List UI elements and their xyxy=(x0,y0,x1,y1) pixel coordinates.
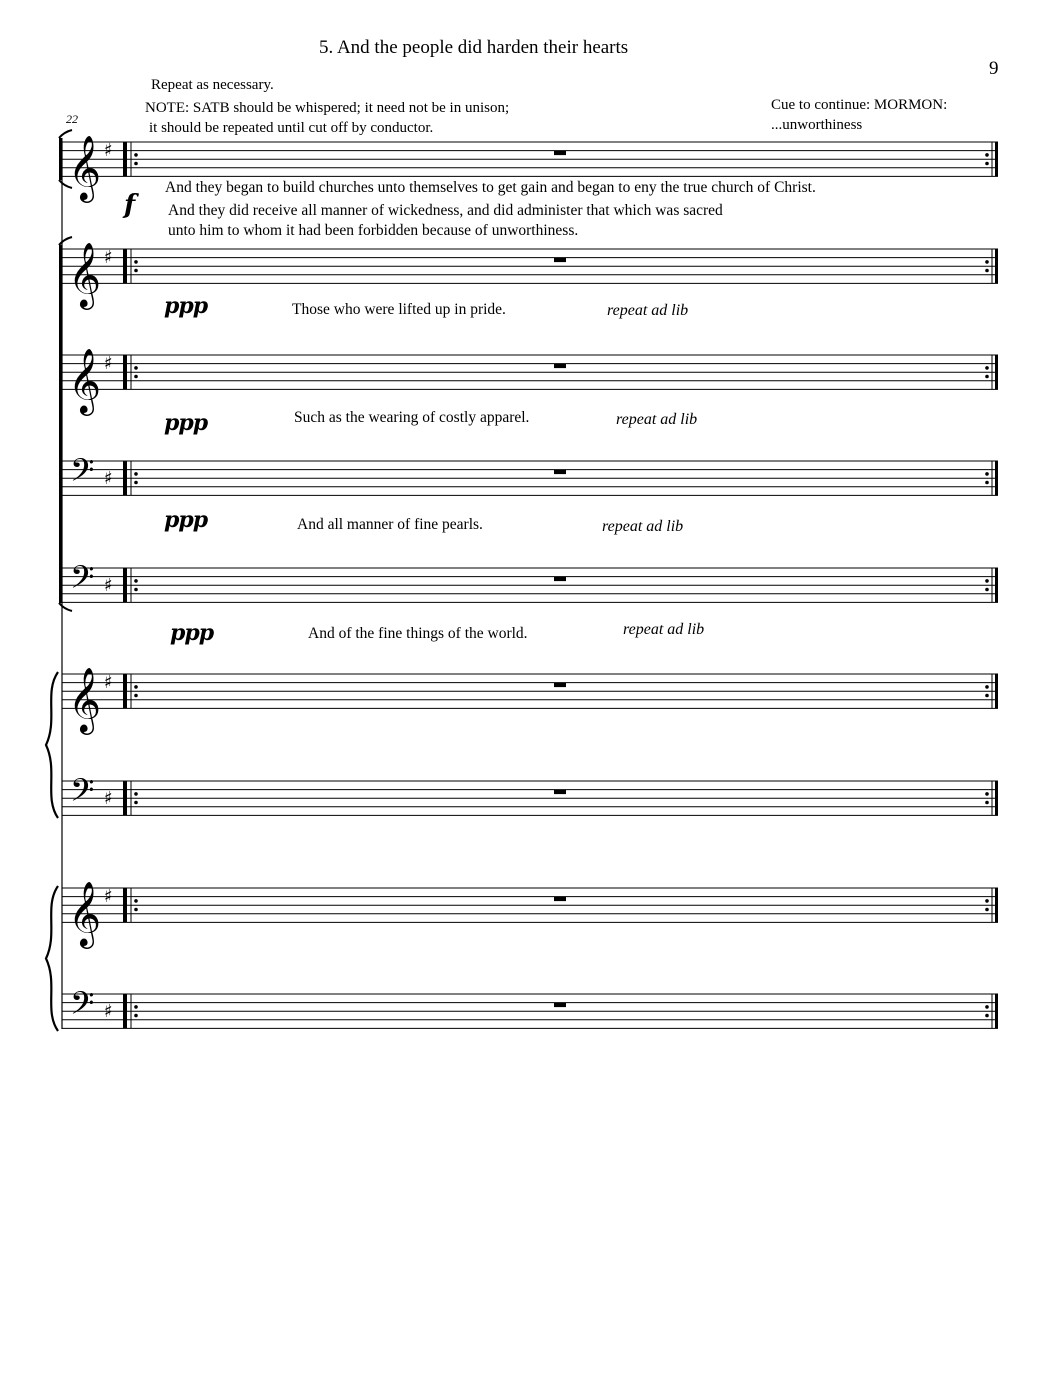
repeat-dot xyxy=(985,269,989,273)
repeat-barline-icon xyxy=(123,674,127,708)
repeat-barline-icon xyxy=(995,568,998,602)
narrator-dynamic: f xyxy=(124,190,135,220)
bracket-hook xyxy=(59,603,72,611)
sharp-icon: ♯ xyxy=(104,247,113,268)
repeat-dot xyxy=(985,588,989,592)
page-number: 9 xyxy=(989,58,999,79)
repeat-barline-icon xyxy=(123,142,127,176)
repeat-barline-icon xyxy=(995,142,998,176)
repeat-dot xyxy=(985,162,989,166)
bracket-icon xyxy=(59,245,63,603)
bass-clef-icon: 𝄢 xyxy=(70,559,95,603)
whole-rest-icon xyxy=(554,683,566,688)
sharp-icon: ♯ xyxy=(104,353,113,374)
sharp-icon: ♯ xyxy=(104,468,113,489)
repeat-barline-icon xyxy=(123,888,127,922)
whole-rest-icon xyxy=(554,258,566,263)
treble-clef-icon: 𝄞 xyxy=(68,135,102,201)
whole-rest-icon xyxy=(554,577,566,582)
treble-clef-icon: 𝄞 xyxy=(68,242,102,308)
treble-clef-icon: 𝄞 xyxy=(68,667,102,733)
repeat-barline-icon xyxy=(995,888,998,922)
repeat-dot xyxy=(134,162,138,166)
repeat-dot xyxy=(134,579,138,583)
sharp-icon: ♯ xyxy=(104,140,113,161)
repeat-barline-icon xyxy=(123,249,127,283)
treble-clef-icon: 𝄞 xyxy=(68,348,102,414)
whole-rest-icon xyxy=(554,790,566,795)
sharp-icon: ♯ xyxy=(104,672,113,693)
repeat-dot xyxy=(985,908,989,912)
whole-rest-icon xyxy=(554,151,566,156)
bass-dynamic: ppp xyxy=(170,620,214,646)
narrator-text-line1: And they began to build churches unto themselves to get gain and began to eny the true church of Christ. xyxy=(165,179,816,196)
repeat-dot xyxy=(985,694,989,698)
whole-rest-icon xyxy=(554,364,566,369)
bracket-icon xyxy=(59,138,63,180)
bass-text: And of the fine things of the world. xyxy=(308,625,528,642)
repeat-barline-icon xyxy=(123,355,127,389)
repeat-dot xyxy=(985,899,989,903)
bass-clef-icon: 𝄢 xyxy=(70,985,95,1029)
repeat-dot xyxy=(985,685,989,689)
alto-text: Such as the wearing of costly apparel. xyxy=(294,409,530,426)
repeat-dot xyxy=(985,260,989,264)
sharp-icon: ♯ xyxy=(104,886,113,907)
repeat-dot xyxy=(134,472,138,476)
repeat-dot xyxy=(985,801,989,805)
bass-clef-icon: 𝄢 xyxy=(70,772,95,816)
repeat-barline-icon xyxy=(123,781,127,815)
repeat-dot xyxy=(985,579,989,583)
brace-icon xyxy=(46,886,58,1031)
sharp-icon: ♯ xyxy=(104,1001,113,1022)
repeat-dot xyxy=(985,153,989,157)
satb-note-line1: NOTE: SATB should be whispered; it need not be in unison; xyxy=(145,100,510,116)
measure-number: 22 xyxy=(66,112,78,126)
repeat-dot xyxy=(134,260,138,264)
whole-rest-icon xyxy=(554,897,566,902)
repeat-dot xyxy=(134,366,138,370)
cue-note-line2: ...unworthiness xyxy=(771,117,863,133)
repeat-dot xyxy=(985,472,989,476)
repeat-barline-icon xyxy=(995,781,998,815)
tenor-dynamic: ppp xyxy=(164,507,208,533)
repeat-dot xyxy=(134,1014,138,1018)
repeat-dot xyxy=(134,899,138,903)
repeat-dot xyxy=(985,366,989,370)
repeat-dot xyxy=(134,269,138,273)
repeat-dot xyxy=(985,1005,989,1009)
repeat-dot xyxy=(134,153,138,157)
repeat-dot xyxy=(134,685,138,689)
repeat-dot xyxy=(134,694,138,698)
repeat-dot xyxy=(134,481,138,485)
repeat-dot xyxy=(985,792,989,796)
alto-instruction: repeat ad lib xyxy=(616,411,698,428)
repeat-dot xyxy=(985,375,989,379)
repeat-barline-icon xyxy=(123,994,127,1028)
tenor-instruction: repeat ad lib xyxy=(602,518,684,535)
repeat-barline-icon xyxy=(995,994,998,1028)
tenor-text: And all manner of fine pearls. xyxy=(297,516,483,533)
repeat-note: Repeat as necessary. xyxy=(151,77,274,93)
whole-rest-icon xyxy=(554,470,566,475)
repeat-dot xyxy=(985,1014,989,1018)
repeat-barline-icon xyxy=(123,461,127,495)
repeat-barline-icon xyxy=(123,568,127,602)
sharp-icon: ♯ xyxy=(104,575,113,596)
treble-clef-icon: 𝄞 xyxy=(68,881,102,947)
alto-dynamic: ppp xyxy=(164,410,208,436)
repeat-dot xyxy=(134,1005,138,1009)
repeat-dot xyxy=(134,588,138,592)
repeat-dot xyxy=(134,908,138,912)
repeat-barline-icon xyxy=(995,461,998,495)
narrator-text-line3: unto him to whom it had been forbidden because of unworthiness. xyxy=(168,222,579,239)
brace-icon xyxy=(46,672,58,818)
soprano-text: Those who were lifted up in pride. xyxy=(292,301,506,318)
repeat-dot xyxy=(134,375,138,379)
piece-title: 5. And the people did harden their hearts xyxy=(319,37,629,58)
repeat-barline-icon xyxy=(995,249,998,283)
repeat-dot xyxy=(134,801,138,805)
bass-clef-icon: 𝄢 xyxy=(70,452,95,496)
sharp-icon: ♯ xyxy=(104,788,113,809)
repeat-barline-icon xyxy=(995,674,998,708)
satb-note-line2: it should be repeated until cut off by conductor. xyxy=(149,120,434,136)
narrator-text-line2: And they did receive all manner of wickedness, and did administer that which was sacred xyxy=(168,202,723,219)
repeat-barline-icon xyxy=(995,355,998,389)
repeat-dot xyxy=(985,481,989,485)
cue-note-line1: Cue to continue: MORMON: xyxy=(771,97,948,113)
bass-instruction: repeat ad lib xyxy=(623,621,705,638)
soprano-instruction: repeat ad lib xyxy=(607,302,689,319)
repeat-dot xyxy=(134,792,138,796)
soprano-dynamic: ppp xyxy=(164,293,208,319)
whole-rest-icon xyxy=(554,1003,566,1008)
